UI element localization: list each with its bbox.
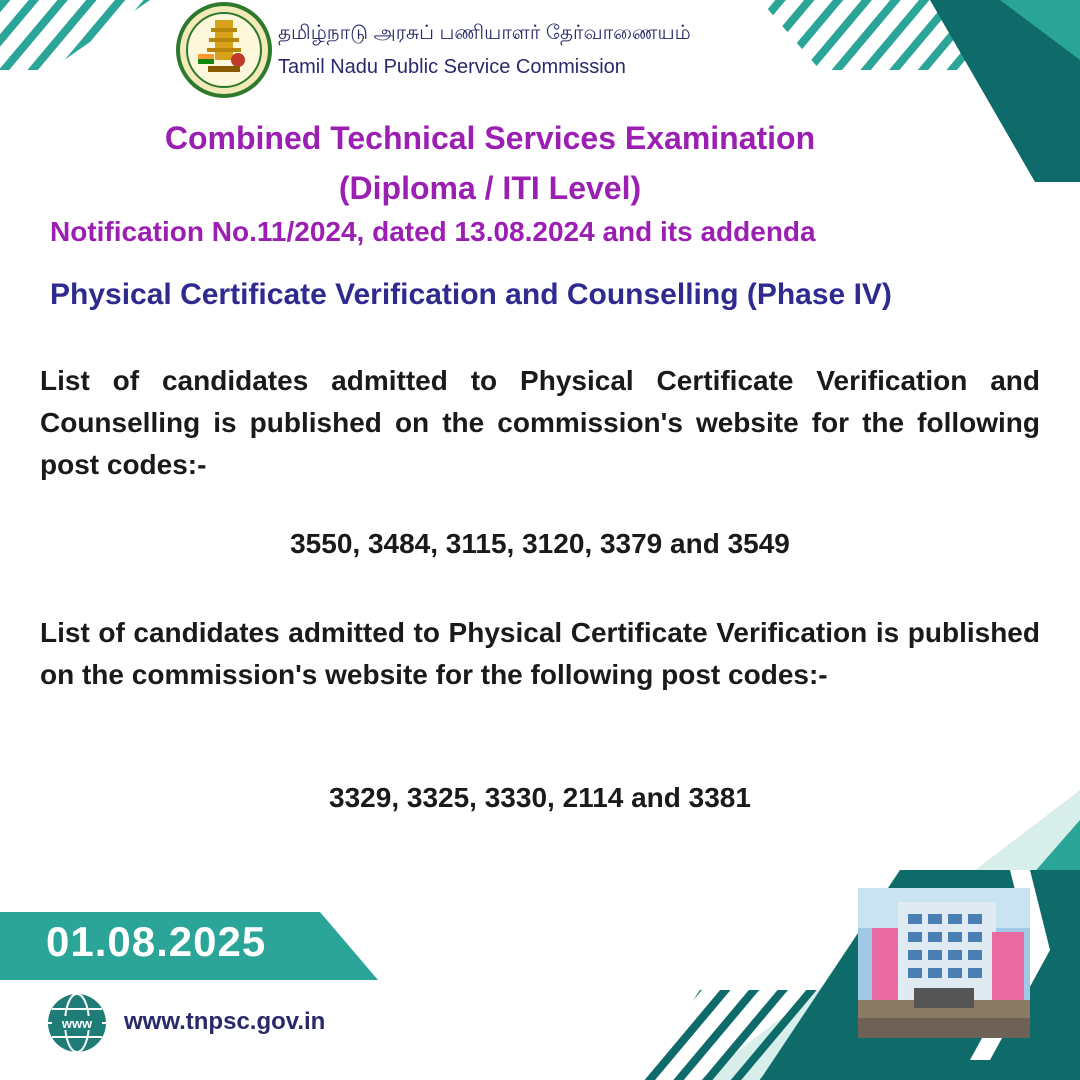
top-left-stripes	[0, 0, 150, 70]
globe-icon	[46, 992, 108, 1054]
org-name-tamil: தமிழ்நாடு அரசுப் பணியாளர் தேர்வாணையம்	[278, 22, 691, 44]
tamil-nadu-emblem-icon	[176, 2, 272, 98]
post-codes-counselling: 3550, 3484, 3115, 3120, 3379 and 3549	[290, 528, 790, 559]
paragraph-verification: List of candidates admitted to Physical Certificate Verification is published on the commission's website for the following post codes:-	[40, 617, 1040, 690]
post-codes-verification: 3329, 3325, 3330, 2114 and 3381	[329, 782, 751, 813]
exam-level: (Diploma / ITI Level)	[338, 170, 642, 206]
exam-title: Combined Technical Services Examination	[164, 120, 816, 156]
phase-heading: Physical Certificate Verification and Counselling (Phase IV)	[50, 278, 892, 311]
website-link[interactable]: www.tnpsc.gov.in	[124, 1008, 326, 1035]
tnpsc-building-image	[858, 888, 1030, 1038]
paragraph-counselling: List of candidates admitted to Physical Certificate Verification and Counselling is published on the commission's website for the following post codes:-	[40, 365, 1040, 480]
notification-line: Notification No.11/2024, dated 13.08.2024 and its addenda	[50, 216, 816, 247]
publish-date: 01.08.2025	[46, 918, 267, 965]
globe-label: www	[61, 1016, 93, 1031]
org-name-english: Tamil Nadu Public Service Commission	[278, 56, 626, 78]
